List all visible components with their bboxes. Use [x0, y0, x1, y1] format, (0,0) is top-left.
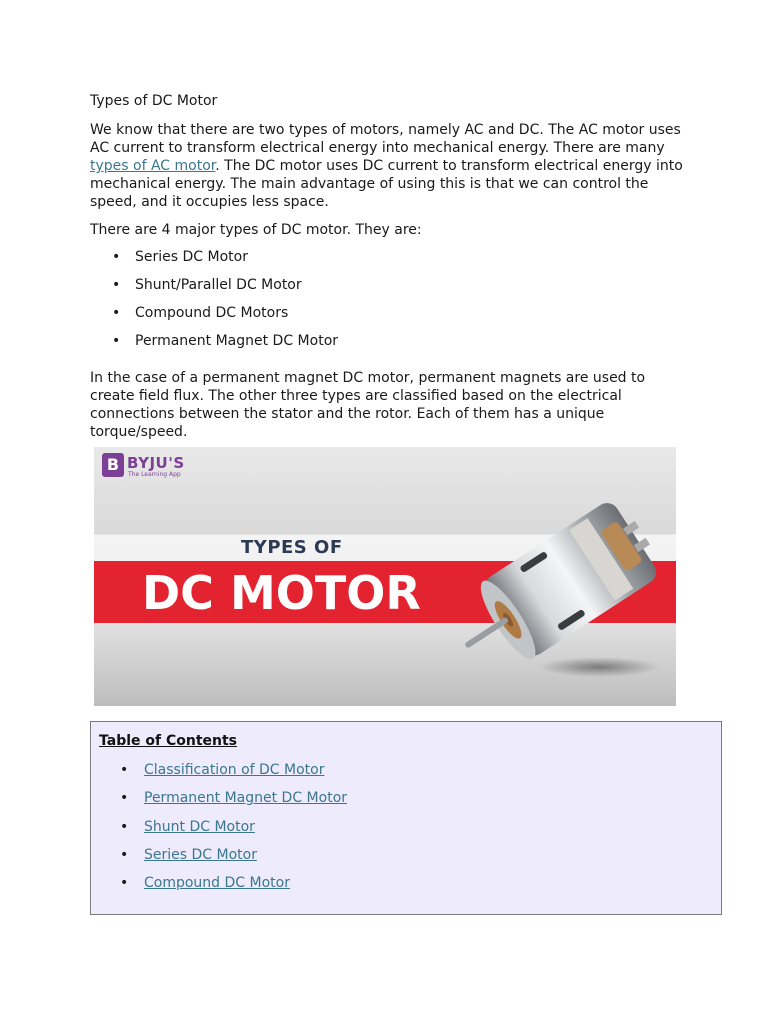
- table-of-contents: [90, 721, 722, 915]
- article-title: Types of DC Motor: [90, 93, 218, 109]
- logo-tagline: The Learning App: [128, 471, 181, 478]
- toc-link-series[interactable]: Series DC Motor: [144, 846, 257, 863]
- toc-link-classification[interactable]: Classification of DC Motor: [144, 762, 325, 778]
- types-lead-paragraph: There are 4 major types of DC motor. They are:: [90, 222, 422, 238]
- logo-name: BYJU'S: [127, 454, 185, 472]
- hero-title: DC MOTOR: [142, 566, 421, 620]
- toc-link-permanent-magnet[interactable]: Permanent Magnet DC Motor: [144, 790, 348, 807]
- toc-list: [99, 761, 699, 902]
- hero-subtitle: TYPES OF: [241, 537, 343, 558]
- intro-text-end: . The DC motor uses DC current to transform electrical energy into mechanical energy. The main advantage of using this is that we can control the speed, and it occupies less space.: [90, 158, 683, 210]
- list-item: • Shunt/Parallel DC Motor: [90, 276, 690, 304]
- article: [90, 92, 690, 441]
- motor-types-list: [90, 248, 690, 360]
- intro-paragraph: [90, 121, 690, 211]
- dc-motor-icon: [449, 483, 664, 683]
- list-item: • Compound DC Motors: [90, 304, 690, 332]
- closing-paragraph: In the case of a permanent magnet DC motor, permanent magnets are used to create field flux. The other three types are classified based on the electrical connections between the stator and the rotor. Each of them has a unique torque/speed.: [90, 370, 646, 440]
- toc-link-compound[interactable]: Compound DC Motor: [144, 875, 290, 891]
- toc-item-permanent-magnet: [99, 789, 699, 817]
- logo-mark: B: [102, 453, 124, 477]
- list-item: • Permanent Magnet DC Motor: [90, 332, 690, 360]
- toc-item-shunt: [99, 818, 699, 846]
- toc-heading: Table of Contents: [99, 733, 238, 749]
- toc-item-classification: [99, 761, 699, 789]
- intro-text-start: We know that there are two types of motors, namely AC and DC. The AC motor uses AC current to transform electrical energy into mechanical energy. There are many: [90, 122, 681, 156]
- toc-item-compound: [99, 874, 699, 902]
- toc-item-series: [99, 846, 699, 874]
- hero-banner-image: [94, 447, 676, 706]
- list-item: • Series DC Motor: [90, 248, 690, 276]
- types-of-ac-motor-link[interactable]: types of AC motor: [90, 158, 216, 174]
- toc-link-shunt[interactable]: Shunt DC Motor: [144, 818, 255, 835]
